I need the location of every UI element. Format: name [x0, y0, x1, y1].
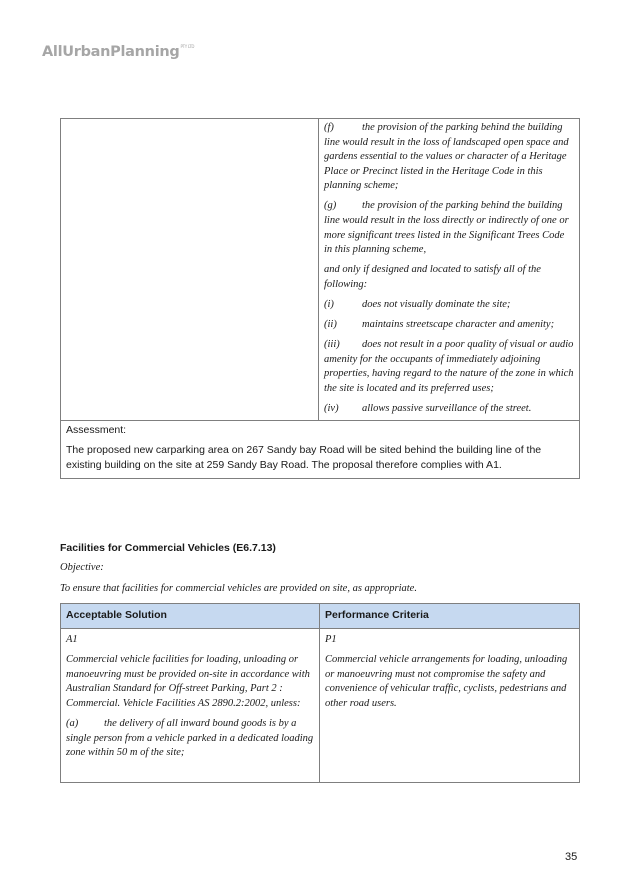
assessment-heading: Assessment:	[66, 423, 127, 436]
item-label: (a)	[66, 717, 79, 729]
page-number: 35	[565, 851, 578, 863]
item-label: (i)	[324, 299, 334, 311]
a1-text: Commercial vehicle facilities for loading, unloading or manoeuvring must be provided on-site in accordance with Australian Standard for Off-street Parking, Part 2 : Commercial. Vehicle Facilities AS 2890.2:2002, unless:	[66, 654, 310, 709]
item-text: the delivery of all inward bound goods is by a single person from a vehicle parked in a dedicated loading zone within 50 m of the site;	[66, 717, 314, 759]
company-logo	[42, 44, 194, 60]
item-label: (ii)	[324, 319, 337, 331]
assessment-cell	[61, 420, 580, 479]
objective-text: To ensure that facilities for commercial vehicles are provided on site, as appropriate.	[60, 583, 417, 594]
criteria-list-cell	[319, 119, 580, 421]
performance-criteria-cell	[320, 629, 580, 783]
planning-criteria-table-continued	[60, 118, 580, 479]
item-text: the provision of the parking behind the building line would result in the loss directly or indirectly of one or more significant trees listed in the Significant Trees Code in this planning scheme,	[324, 200, 569, 256]
a1-label: A1	[66, 634, 78, 645]
item-text: maintains streetscape character and amenity;	[362, 319, 555, 331]
column-header-acceptable-solution: Acceptable Solution	[61, 604, 320, 629]
logo-text: AllUrbanPlanning	[42, 44, 180, 60]
a1-item	[66, 717, 314, 761]
criteria-item	[324, 263, 575, 292]
item-text: does not result in a poor quality of visual or audio amenity for the occupants of immediately adjoining properties, having regard to the nature of the zone in which the site is located and its preferred uses;	[324, 339, 574, 394]
commercial-vehicles-table	[60, 603, 580, 783]
p1-text: Commercial vehicle arrangements for loading, unloading or manoeuvring must not compromise the safety and convenience of vehicular traffic, cyclists, pedestrians and other road users.	[325, 654, 568, 709]
assessment-row	[61, 420, 580, 479]
criteria-row	[61, 119, 580, 421]
criteria-item	[324, 318, 575, 333]
item-label: (g)	[324, 200, 337, 212]
item-label: (iv)	[324, 403, 339, 415]
item-label: (iii)	[324, 339, 340, 351]
criteria-item	[324, 402, 575, 417]
assessment-text: The proposed new carparking area on 267 Sandy bay Road will be sited behind the building line of the existing building on the site at 259 Sandy Bay Road. The proposal therefore complies with A1.	[66, 444, 542, 471]
criteria-item	[324, 199, 575, 257]
acceptable-solution-cell	[61, 629, 320, 783]
item-label: (f)	[324, 122, 334, 133]
table-header-row	[61, 604, 580, 629]
item-text: does not visually dominate the site;	[362, 299, 511, 311]
item-text: allows passive surveillance of the street.	[362, 403, 532, 415]
item-text: the provision of the parking behind the building line would result in the loss of landscaped open space and gardens essential to the values or character of a Heritage Place or Precinct listed in the Heritage Code in this planning scheme;	[324, 122, 569, 192]
column-header-performance-criteria: Performance Criteria	[320, 604, 580, 629]
item-text: and only if designed and located to satisfy all of the following:	[324, 264, 541, 290]
section-heading: Facilities for Commercial Vehicles (E6.7.13)	[60, 542, 276, 554]
criteria-item	[324, 121, 575, 194]
empty-cell	[61, 119, 319, 421]
criteria-item	[324, 338, 575, 396]
criteria-item	[324, 298, 575, 313]
objective-label: Objective:	[60, 562, 104, 573]
table-row	[61, 629, 580, 783]
logo-trademark: PTY LTD	[180, 44, 195, 49]
p1-label: P1	[325, 634, 337, 645]
